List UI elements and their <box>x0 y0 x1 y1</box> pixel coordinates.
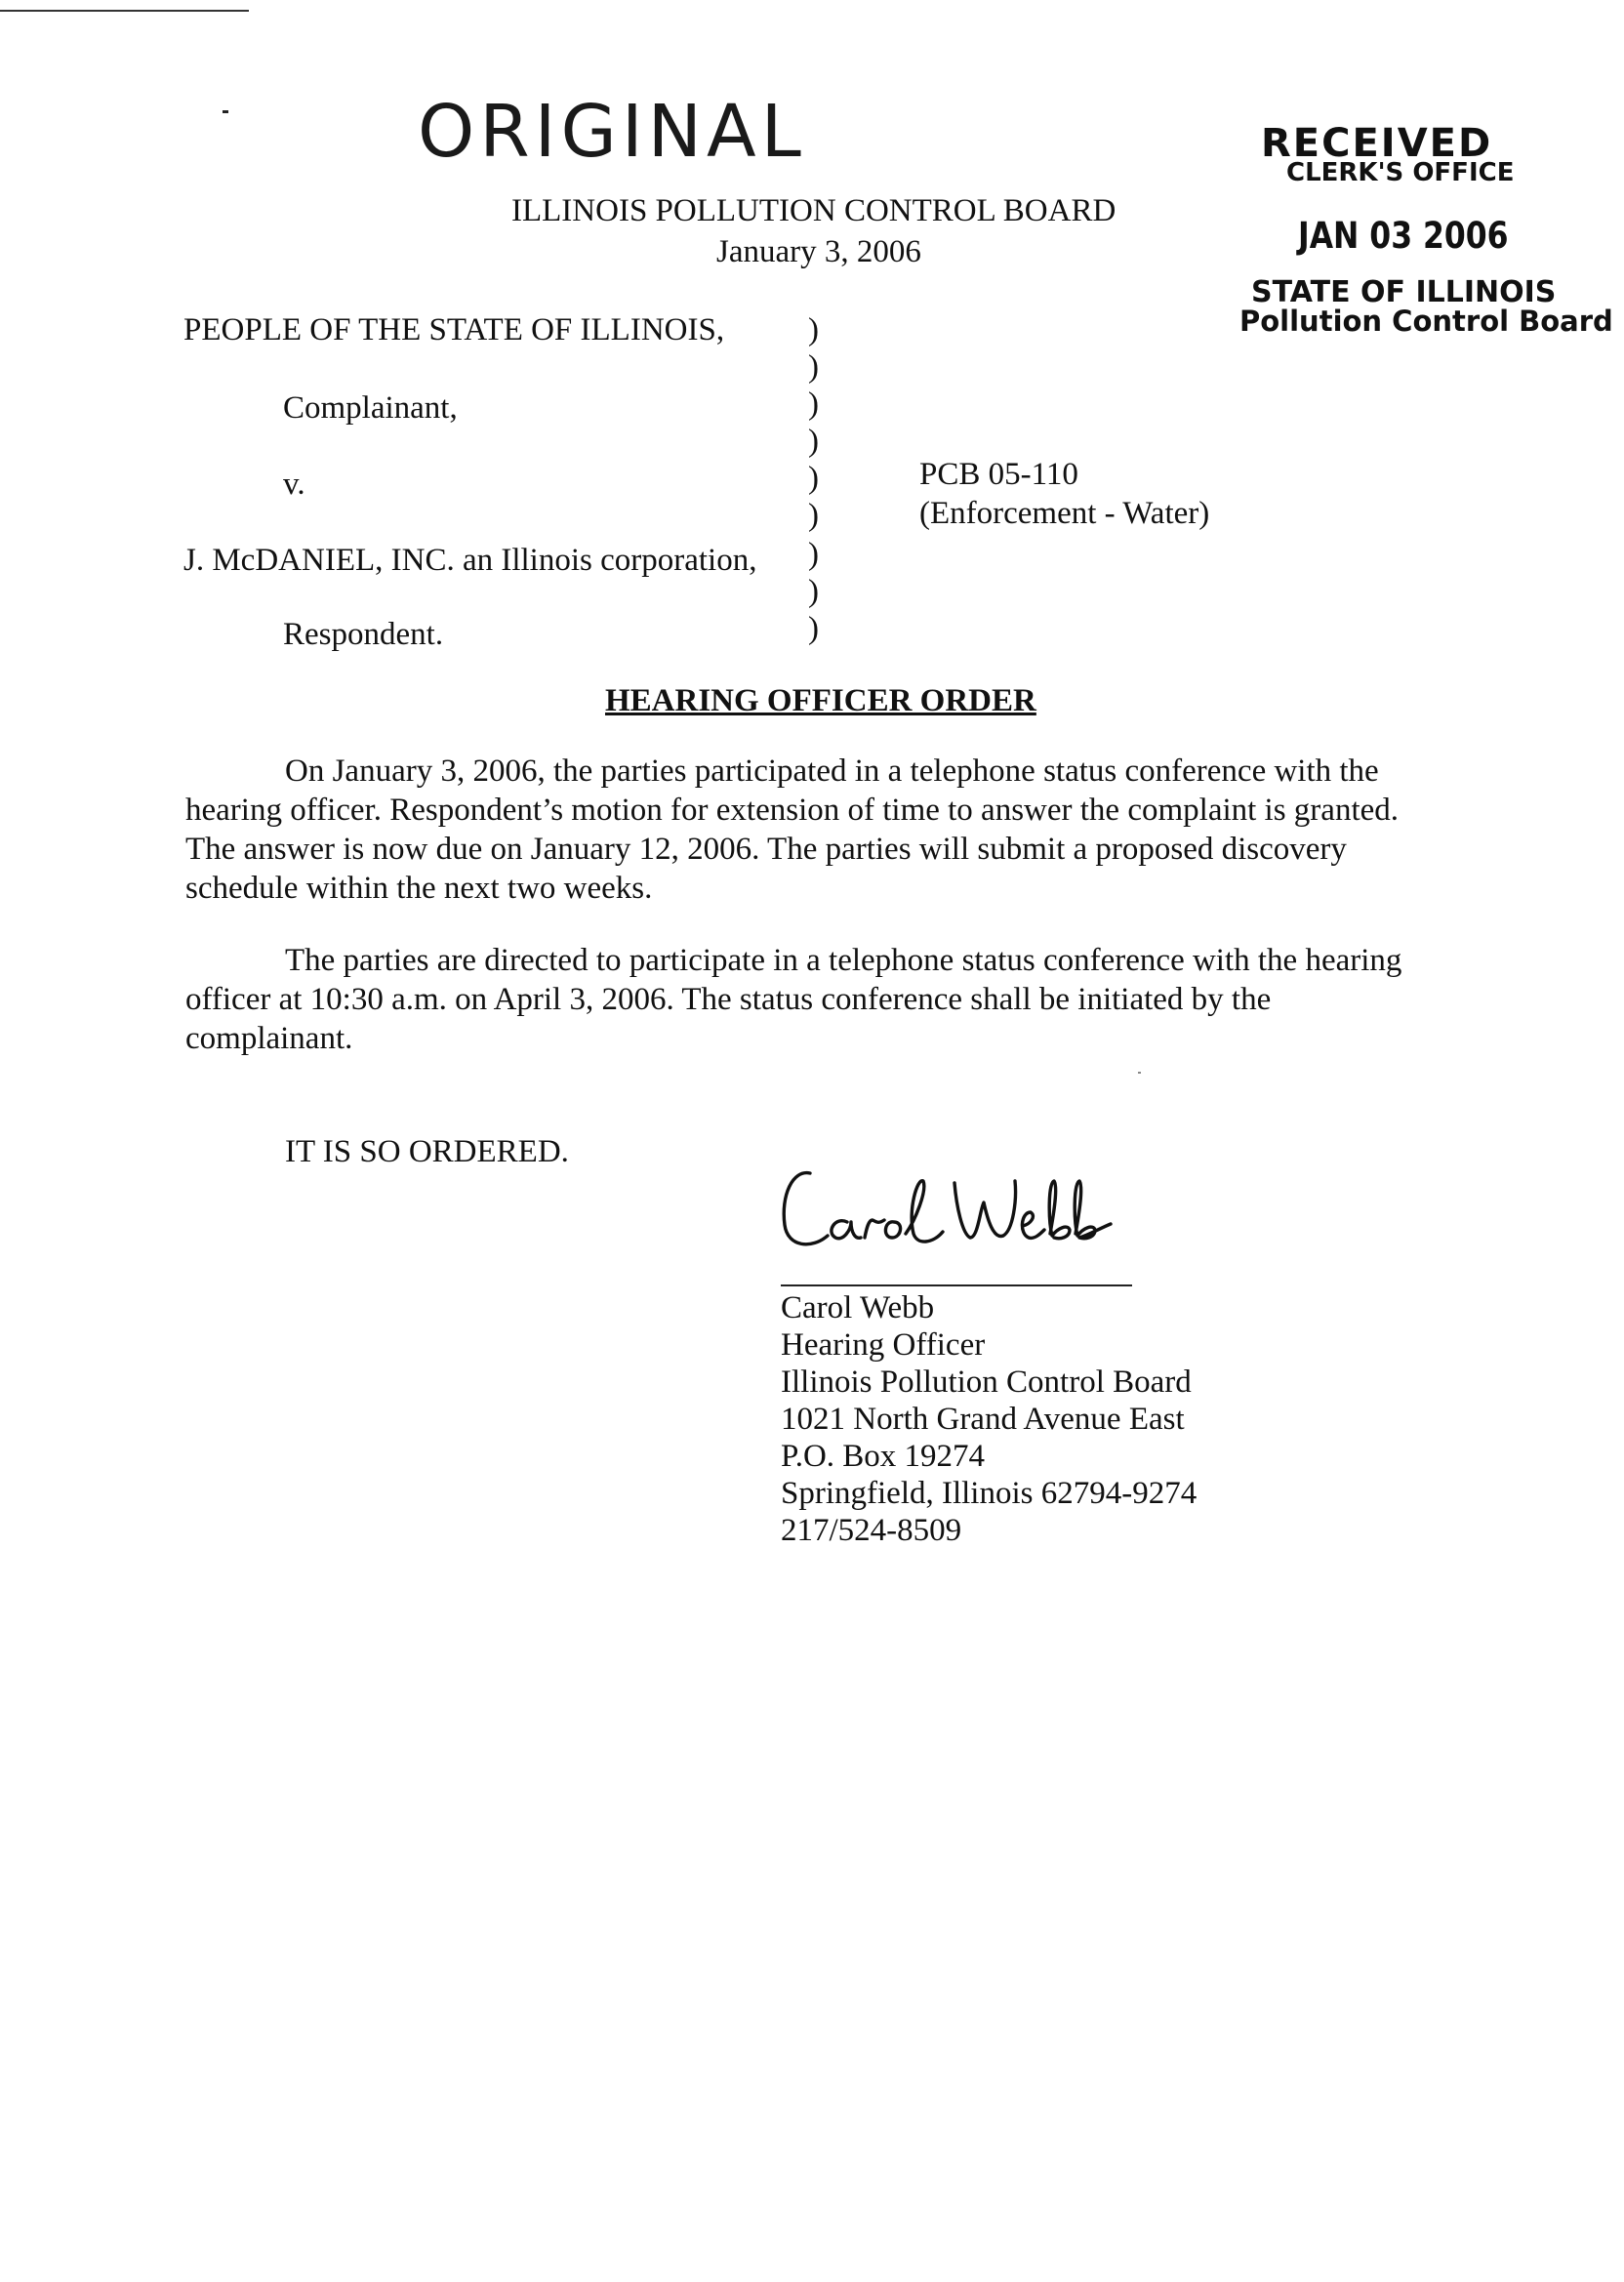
clerks-office-label: CLERK'S OFFICE <box>1286 158 1515 187</box>
scan-speck <box>1138 1072 1141 1074</box>
caption-paren: ) <box>808 312 819 347</box>
closing-statement: IT IS SO ORDERED. <box>285 1134 569 1169</box>
caption-paren: ) <box>808 537 819 572</box>
signature-line <box>781 1284 1132 1286</box>
signer-title: Hearing Officer <box>781 1327 986 1363</box>
caption-paren: ) <box>808 498 819 533</box>
received-label: RECEIVED <box>1261 121 1493 166</box>
signer-organization: Illinois Pollution Control Board <box>781 1365 1192 1400</box>
signer-phone: 217/524-8509 <box>781 1513 962 1548</box>
order-title: HEARING OFFICER ORDER <box>605 683 1036 718</box>
state-of-illinois-label: STATE OF ILLINOIS <box>1251 275 1557 309</box>
respondent-role: Respondent. <box>283 617 444 652</box>
paragraph-line: On January 3, 2006, the parties participated in a telephone status conference with the <box>285 754 1379 789</box>
signer-po-box: P.O. Box 19274 <box>781 1439 986 1474</box>
board-name: ILLINOIS POLLUTION CONTROL BOARD <box>511 193 1116 228</box>
paragraph-line: hearing officer. Respondent’s motion for extension of time to answer the complaint is granted. <box>185 793 1400 828</box>
caption-paren: ) <box>808 461 819 496</box>
paragraph-line: The answer is now due on January 12, 2006. The parties will submit a proposed discovery <box>185 832 1347 867</box>
original-stamp: ORIGINAL <box>418 90 806 174</box>
case-number: PCB 05-110 <box>919 457 1078 492</box>
scan-speck <box>223 110 228 113</box>
respondent-party: J. McDANIEL, INC. an Illinois corporation, <box>183 543 757 578</box>
caption-paren: ) <box>808 424 819 459</box>
header-date: January 3, 2006 <box>716 234 921 269</box>
caption-paren: ) <box>808 387 819 422</box>
pollution-control-board-label: Pollution Control Board <box>1239 305 1613 338</box>
paragraph-line: officer at 10:30 a.m. on April 3, 2006. The status conference shall be initiated by the <box>185 982 1272 1017</box>
versus: v. <box>283 467 305 502</box>
paragraph-line: schedule within the next two weeks. <box>185 871 653 906</box>
received-date: JAN 03 2006 <box>1298 215 1509 257</box>
signer-street: 1021 North Grand Avenue East <box>781 1402 1185 1437</box>
complainant-party: PEOPLE OF THE STATE OF ILLINOIS, <box>183 312 725 347</box>
case-type: (Enforcement - Water) <box>919 496 1210 531</box>
signer-name: Carol Webb <box>781 1290 935 1325</box>
paragraph-line: The parties are directed to participate in a telephone status conference with the hearing <box>285 943 1402 978</box>
handwritten-signature <box>771 1152 1142 1269</box>
complainant-role: Complainant, <box>283 390 458 426</box>
caption-paren: ) <box>808 574 819 609</box>
paragraph-line: complainant. <box>185 1021 353 1056</box>
signer-city: Springfield, Illinois 62794-9274 <box>781 1476 1198 1511</box>
caption-paren: ) <box>808 349 819 385</box>
caption-paren: ) <box>808 611 819 646</box>
scan-edge-line <box>0 10 249 12</box>
